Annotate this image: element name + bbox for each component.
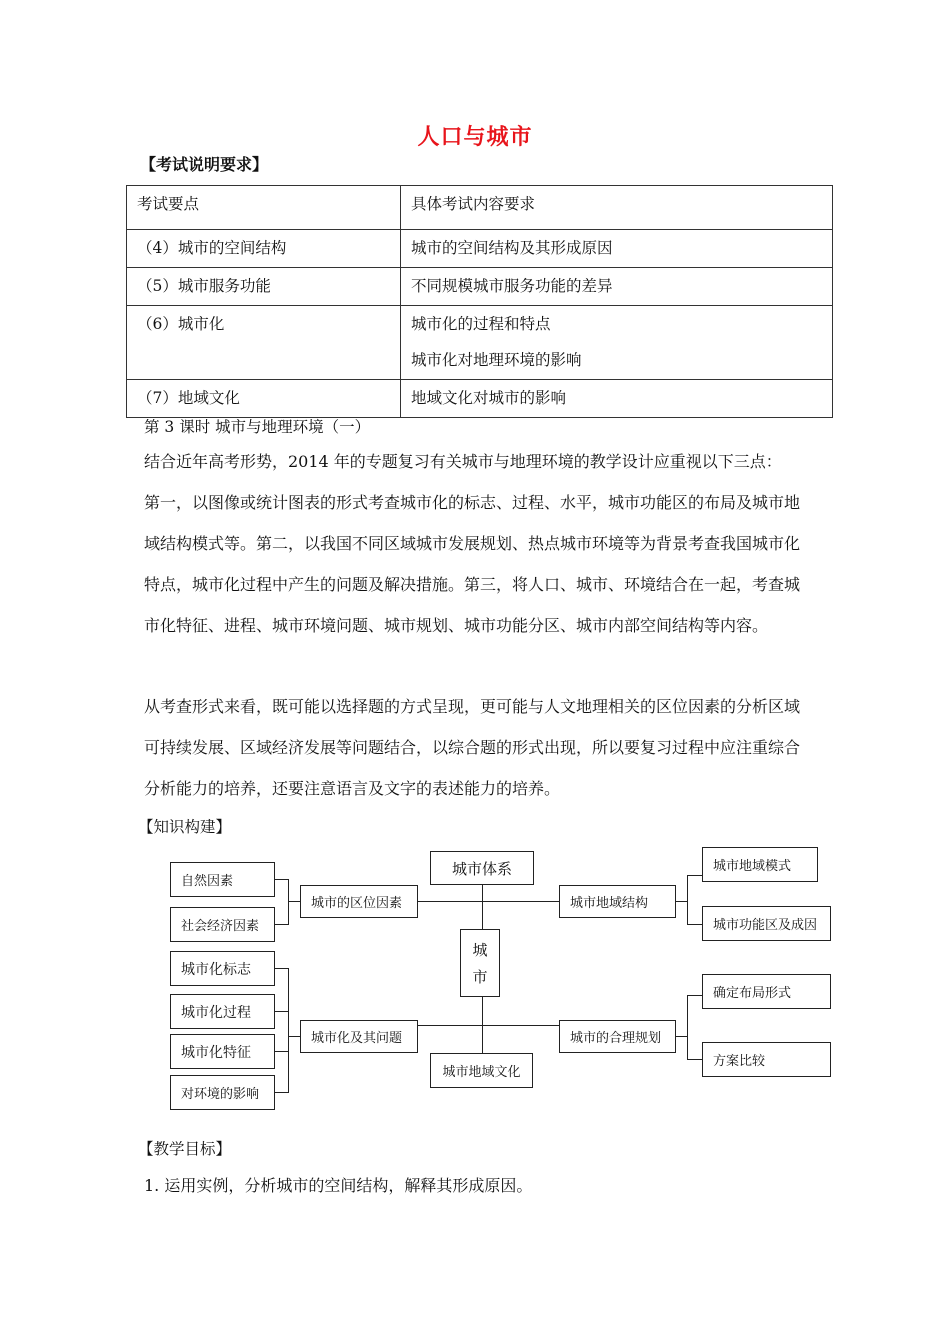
table-cell-line: 城市化对地理环境的影响 [411,351,582,369]
connector [687,995,702,996]
form-paragraph: 从考查形式来看，既可能以选择题的方式呈现，更可能与人文地理相关的区位因素的分析区域可持续发展、区域经济发展等问题结合，以综合题的形式出现，所以要复习过程中应注重综合分析能力的培养，还要注意语言及文字的表述能力的培养。 [144,697,801,798]
natural-factors-box: 自然因素 [170,862,275,897]
connector [687,924,702,925]
connector [274,1051,288,1052]
table-cell-point: （4）城市的空间结构 [127,230,401,268]
connector [274,968,288,969]
connector [418,1025,559,1026]
regional-model-box: 城市地域模式 [702,847,818,882]
table-header-point: 考试要点 [127,186,401,230]
table-header-content: 具体考试内容要求 [401,186,833,230]
city-char: 城 [472,941,488,959]
table-cell-content: 不同规模城市服务功能的差异 [401,268,833,306]
goal-item-1: 1. 运用实例，分析城市的空间结构，解释其形成原因。 [144,1176,533,1195]
connector [687,995,688,1060]
connector [288,968,289,1093]
table-cell-point: （7）地域文化 [127,380,401,418]
connector [687,875,688,925]
layout-form-box: 确定布局形式 [702,974,831,1009]
table-cell-content: 城市的空间结构及其形成原因 [401,230,833,268]
socioeconomic-factors-box: 社会经济因素 [170,907,275,942]
urbanization-process-box: 城市化过程 [170,994,275,1029]
city-center-box [460,929,500,997]
regional-structure-box: 城市地域结构 [559,885,676,918]
location-factors-box: 城市的区位因素 [300,885,418,918]
connector [482,884,483,930]
connector [274,924,288,925]
table-cell-content: 地域文化对城市的影响 [401,380,833,418]
connector [675,901,687,902]
connector [418,901,559,902]
table-cell-point: （6）城市化 [127,306,401,380]
connector [687,875,702,876]
focus-paragraph: 第一，以图像或统计图表的形式考查城市化的标志、过程、水平，城市功能区的布局及城市地域结构模式等。第二，以我国不同区域城市发展规划、热点城市环境等为背景考查我国城市化特点，城市化过程中产生的问题及解决措施。第三，将人口、城市、环境结合在一起，考查城市化特征、进程、城市环境问题、城市规划、城市功能分区、城市内部空间结构等内容。 [144,493,801,635]
regional-culture-box: 城市地域文化 [430,1053,533,1088]
connector [274,1011,288,1012]
connector [675,1036,687,1037]
urbanization-features-box: 城市化特征 [170,1034,275,1069]
urbanization-sign-box: 城市化标志 [170,951,275,986]
connector [288,901,300,902]
page-title: 人口与城市 [417,125,533,150]
connector [288,1036,300,1037]
knowledge-heading: 【知识构建】 [138,818,232,836]
environment-impact-box: 对环境的影响 [170,1075,275,1110]
goals-heading: 【教学目标】 [138,1140,232,1158]
connector [687,1059,702,1060]
functional-zones-box: 城市功能区及成因 [702,906,831,941]
lesson-title: 第 3 课时 城市与地理环境（一） [144,418,371,436]
connector [274,1092,288,1093]
urbanization-problems-box: 城市化及其问题 [300,1020,418,1053]
intro-paragraph: 结合近年高考形势，2014 年的专题复习有关城市与地理环境的教学设计应重视以下三点： [144,452,782,471]
table-cell-line: 城市化的过程和特点 [411,315,551,333]
rational-planning-box: 城市的合理规划 [559,1020,676,1053]
urban-system-box: 城市体系 [430,851,534,885]
plan-comparison-box: 方案比较 [702,1042,831,1077]
city-char: 市 [472,968,488,986]
exam-requirements-heading: 【考试说明要求】 [140,155,269,174]
table-cell-point: （5）城市服务功能 [127,268,401,306]
connector [274,879,288,880]
connector [288,879,289,925]
